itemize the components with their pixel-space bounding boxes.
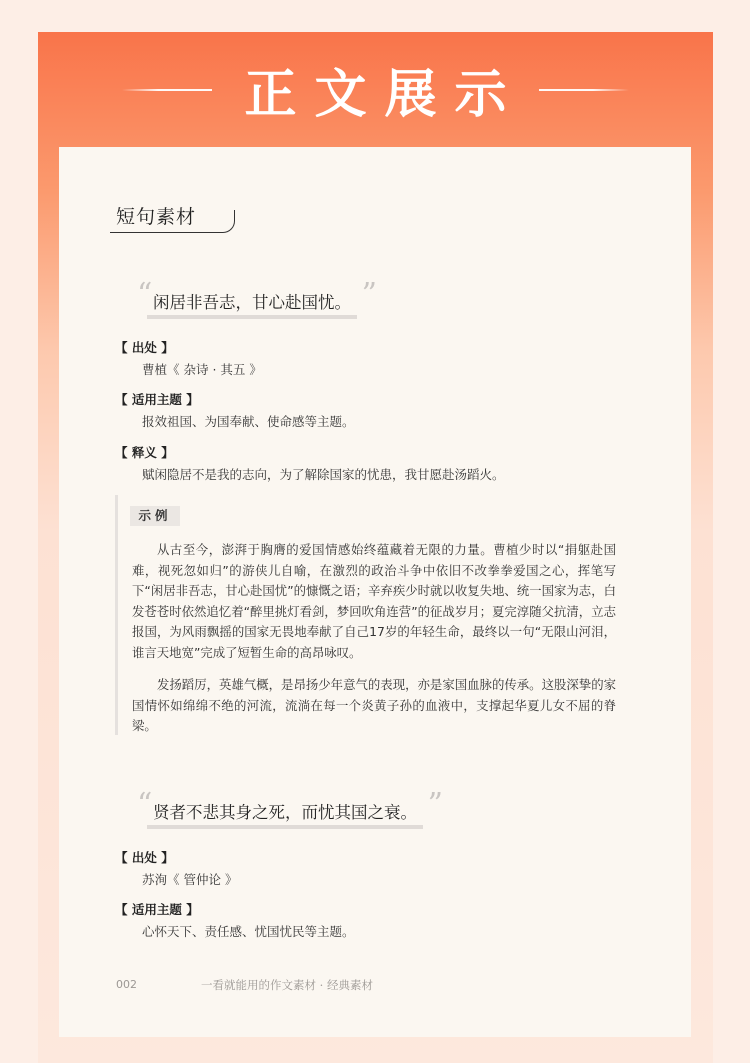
example-paragraph: 发扬蹈厉，英雄气概，是昂扬少年意气的表现，亦是家国血脉的传承。这股深挚的家国情怀如绵绵不绝的河流，流淌在每一个炎黄子孙的血液中，支撑起华夏儿女不屈的脊梁。: [132, 677, 616, 733]
source-label: 【 出处 】: [115, 340, 174, 355]
content-card: [59, 147, 691, 1037]
example-label: 示例: [130, 506, 180, 526]
source-label: 【 出处 】: [115, 850, 174, 865]
source-text: 苏洵《 管仲论 》: [142, 872, 238, 887]
book-title: 一看就能用的作文素材 · 经典素材: [201, 978, 373, 992]
theme-text: 报效祖国、为国奉献、使命感等主题。: [142, 414, 355, 429]
source-text: 曹植《 杂诗 · 其五 》: [142, 362, 262, 377]
quote-1: [137, 277, 377, 319]
example-box: [115, 495, 638, 735]
section-tag-label: 短句素材: [116, 206, 197, 228]
page-number: 002: [116, 978, 137, 991]
close-quote-icon: ”: [361, 277, 377, 312]
quote-2: [137, 787, 443, 829]
quote-text: 贤者不悲其身之死，而忧其国之衰。: [141, 799, 421, 829]
header-divider-left: [122, 89, 212, 91]
theme-label: 【 适用主题 】: [115, 902, 199, 917]
theme-label: 【 适用主题 】: [115, 392, 199, 407]
open-quote-icon: “: [137, 277, 153, 312]
theme-text: 心怀天下、责任感、忧国忧民等主题。: [142, 924, 355, 939]
close-quote-icon: ”: [427, 787, 443, 822]
header-divider-right: [539, 89, 629, 91]
page-title: 正文展示: [244, 65, 525, 125]
section-tag: [116, 202, 196, 229]
open-quote-icon: “: [137, 787, 153, 822]
page-header: [38, 32, 713, 147]
quote-text: 闲居非吾志，甘心赴国忧。: [141, 289, 355, 319]
meaning-text: 赋闲隐居不是我的志向，为了解除国家的忧患，我甘愿赴汤蹈火。: [142, 467, 505, 482]
meaning-label: 【 释义 】: [115, 445, 174, 460]
example-paragraph: 从古至今，澎湃于胸膺的爱国情感始终蕴藏着无限的力量。曹植少时以“捐躯赴国难，视死忽如归”的游侠儿自喻，在激烈的政治斗争中依旧不改拳拳爱国之心，挥笔写下“闲居非吾志，甘心赴国忧”的慷慨之语；辛弃疾少时就以收复失地、统一国家为志，白发苍苍时依然追忆着“醉里挑灯看剑，梦回吹角连营”的征战岁月；夏完淳随父抗清，立志报国，为风雨飘摇的国家无畏地奉献了自己17岁的年轻生命，最终以一句“无限山河泪，谁言天地宽”完成了短暂生命的高昂咏叹。: [132, 542, 616, 660]
